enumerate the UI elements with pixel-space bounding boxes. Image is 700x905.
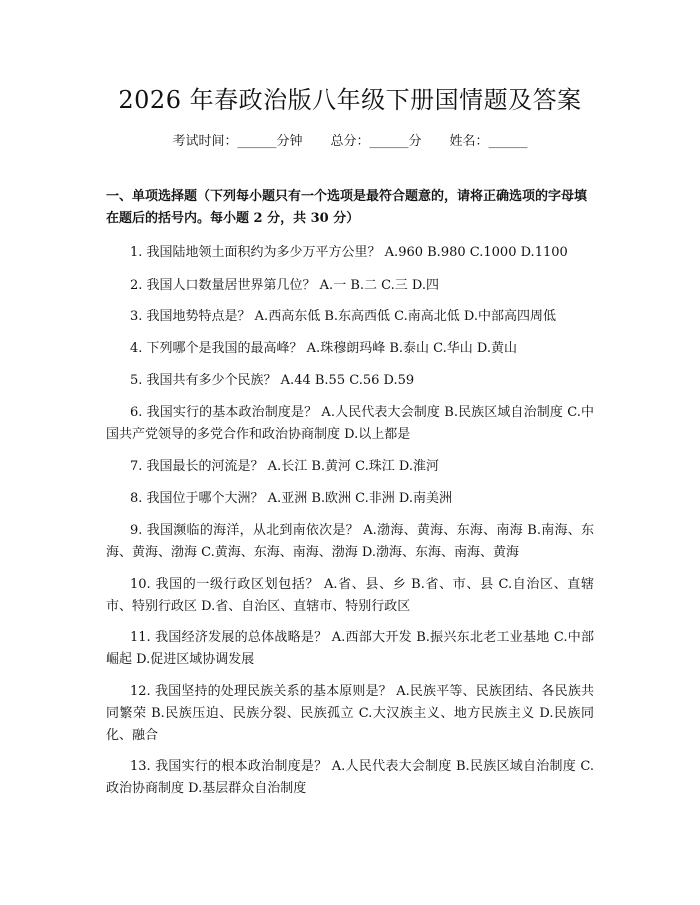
question-item: 5. 我国共有多少个民族？ A.44 B.55 C.56 D.59 (130, 373, 415, 388)
question-item: 7. 我国最长的河流是？ A.长江 B.黄河 C.珠江 D.淮河 (130, 459, 439, 474)
question-item: 8. 我国位于哪个大洲？ A.亚洲 B.欧洲 C.非洲 D.南美洲 (130, 491, 452, 506)
document-title: 2026 年春政治版八年级下册国情题及答案 (118, 86, 582, 114)
section-heading: 一、单项选择题（下列每小题只有一个选项是最符合题意的，请将正确选项的字母填在题后的括号内。每小题 2 分，共 30 分） (106, 189, 588, 226)
question-item: 11. 我国经济发展的总体战略是？ A.西部大开发 B.振兴东北老工业基地 C.中部崛起 D.促进区域协调发展 (106, 630, 594, 667)
question-item: 12. 我国坚持的处理民族关系的基本原则是？ A.民族平等、民族团结、各民族共同繁荣 B.民族压迫、民族分裂、民族孤立 C.大汉族主义、地方民族主义 D.民族同化、融合 (106, 684, 594, 743)
question-item: 2. 我国人口数量居世界第几位？ A.一 B.二 C.三 D.四 (130, 278, 439, 293)
student-name-field: 姓名：______ (449, 134, 528, 149)
question-item: 10. 我国的一级行政区划包括？ A.省、县、乡 B.省、市、县 C.自治区、直辖市、特别行政区 D.省、自治区、直辖市、特别行政区 (106, 577, 594, 614)
exam-meta (0, 133, 700, 151)
question-item: 1. 我国陆地领土面积约为多少万平方公里？ A.960 B.980 C.1000 D.1100 (130, 245, 568, 260)
question-item: 4. 下列哪个是我国的最高峰？ A.珠穆朗玛峰 B.泰山 C.华山 D.黄山 (130, 341, 517, 356)
question-item: 6. 我国实行的基本政治制度是？ A.人民代表大会制度 B.民族区域自治制度 C.中国共产党领导的多党合作和政治协商制度 D.以上都是 (106, 405, 594, 442)
question-item: 3. 我国地势特点是？ A.西高东低 B.东高西低 C.南高北低 D.中部高四周低 (130, 309, 556, 324)
exam-time-field: 考试时间：______分钟 (172, 134, 303, 149)
total-score-field: 总分：______分 (330, 134, 422, 149)
question-item: 13. 我国实行的根本政治制度是？ A.人民代表大会制度 B.民族区域自治制度 C.政治协商制度 D.基层群众自治制度 (106, 759, 594, 796)
question-item: 9. 我国濒临的海洋，从北到南依次是？ A.渤海、黄海、东海、南海 B.南海、东海、黄海、渤海 C.黄海、东海、南海、渤海 D.渤海、东海、南海、黄海 (106, 523, 594, 560)
